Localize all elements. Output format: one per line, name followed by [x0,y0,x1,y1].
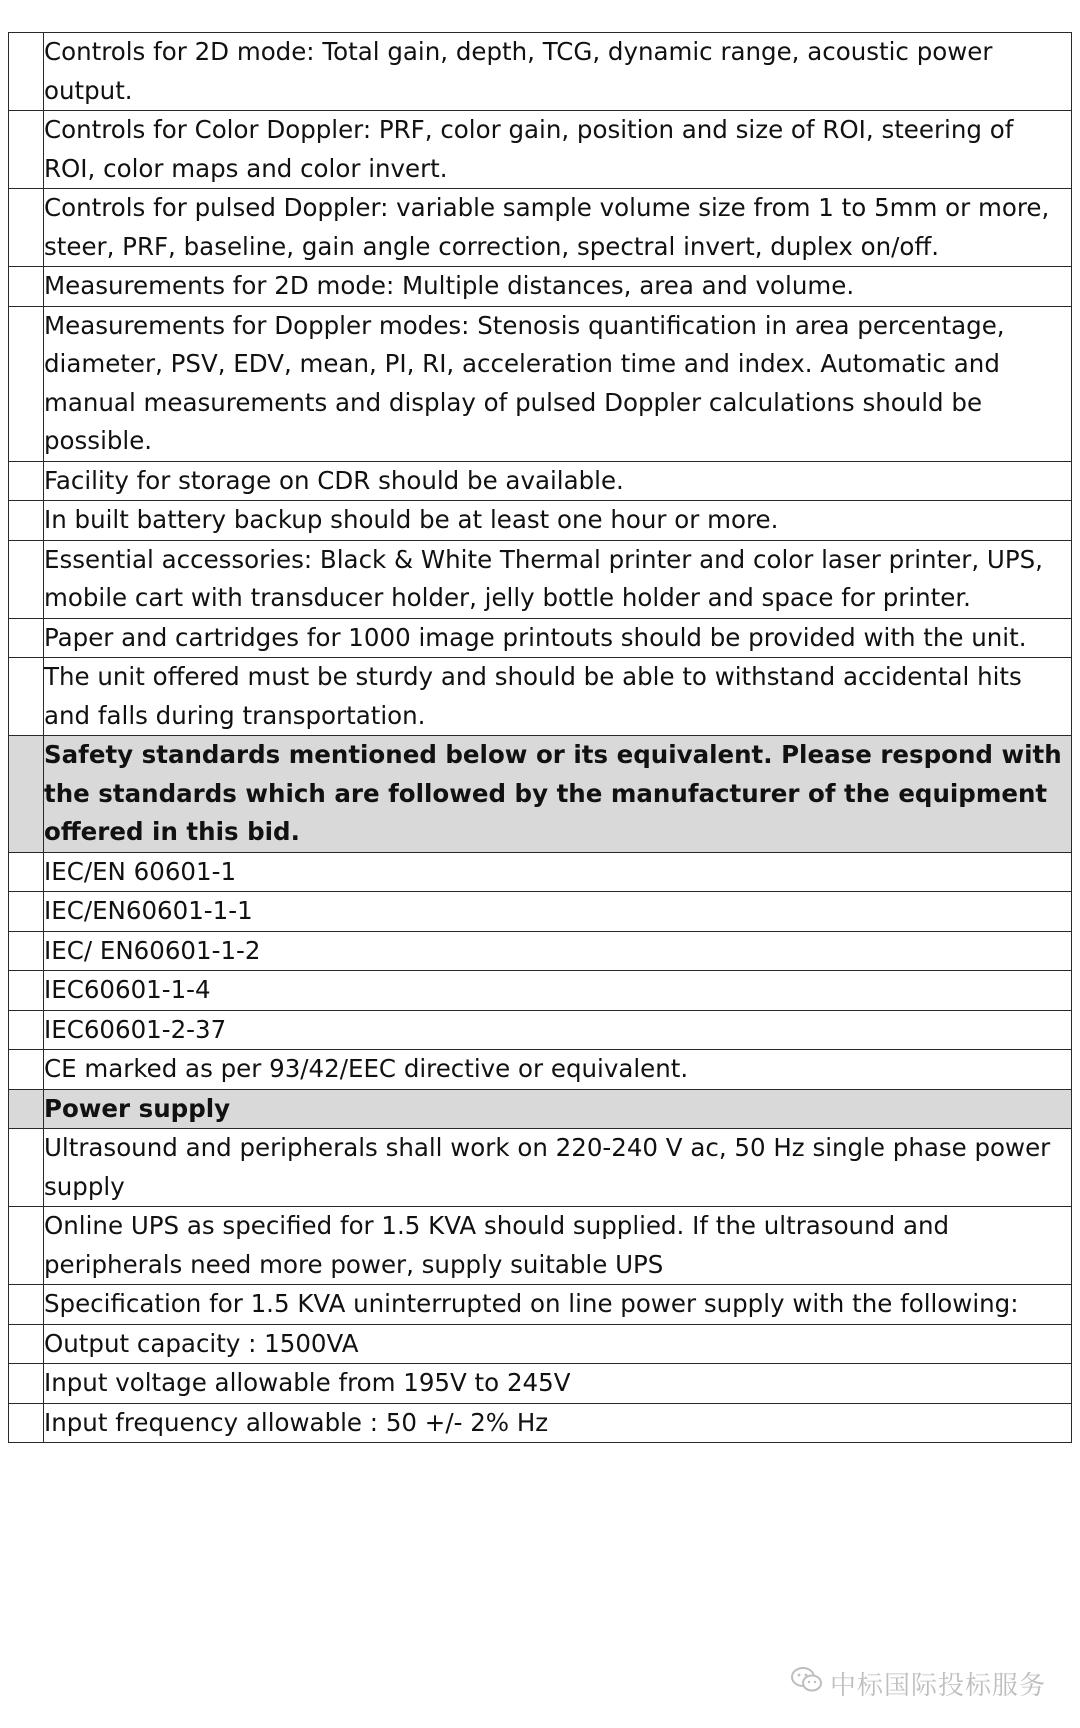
table-row [9,1285,1072,1325]
requirement-text: Specification for 1.5 KVA uninterrupted on line power supply with the following: [44,1285,1072,1325]
row-number-cell [9,618,44,658]
row-number-cell [9,33,44,111]
row-number-cell [9,852,44,892]
table-row [9,1324,1072,1364]
watermark-text: 中标国际投标服务 [829,1671,1046,1701]
table-row [9,618,1072,658]
section-header-row [9,1089,1072,1129]
requirement-text: CE marked as per 93/42/EEC directive or equivalent. [44,1050,1072,1090]
row-number-cell [9,1050,44,1090]
table-row [9,931,1072,971]
row-number-cell [9,971,44,1011]
section-header-text: Safety standards mentioned below or its equivalent. Please respond with the standards which are followed by the manufacturer of the equipment offered in this bid. [44,736,1072,853]
row-number-cell [9,267,44,307]
row-number-cell [9,501,44,541]
section-header-text: Power supply [44,1089,1072,1129]
requirement-text: Ultrasound and peripherals shall work on 220-240 V ac, 50 Hz single phase power supply [44,1129,1072,1207]
requirement-text: Online UPS as specified for 1.5 KVA should supplied. If the ultrasound and peripherals need more power, supply suitable UPS [44,1207,1072,1285]
table-row [9,540,1072,618]
table-row [9,33,1072,111]
requirement-text: Essential accessories: Black & White Thermal printer and color laser printer, UPS, mobile cart with transducer holder, jelly bottle holder and space for printer. [44,540,1072,618]
row-number-cell [9,1089,44,1129]
row-number-cell [9,111,44,189]
table-row [9,306,1072,461]
row-number-cell [9,461,44,501]
requirement-text: IEC60601-2-37 [44,1010,1072,1050]
row-number-cell [9,306,44,461]
requirement-text: Facility for storage on CDR should be available. [44,461,1072,501]
row-number-cell [9,189,44,267]
table-row [9,658,1072,736]
table-row [9,461,1072,501]
table-row [9,1050,1072,1090]
row-number-cell [9,540,44,618]
row-number-cell [9,658,44,736]
requirement-text: The unit offered must be sturdy and should be able to withstand accidental hits and falls during transportation. [44,658,1072,736]
table-row [9,189,1072,267]
table-row [9,1129,1072,1207]
table-row [9,1010,1072,1050]
row-number-cell [9,736,44,853]
row-number-cell [9,892,44,932]
row-number-cell [9,1324,44,1364]
requirement-text: Controls for pulsed Doppler: variable sample volume size from 1 to 5mm or more, steer, PRF, baseline, gain angle correction, spectral invert, duplex on/off. [44,189,1072,267]
requirement-text: Controls for 2D mode: Total gain, depth, TCG, dynamic range, acoustic power output. [44,33,1072,111]
requirement-text: IEC/EN60601-1-1 [44,892,1072,932]
row-number-cell [9,1207,44,1285]
requirement-text: Paper and cartridges for 1000 image printouts should be provided with the unit. [44,618,1072,658]
table-row [9,501,1072,541]
requirement-text: IEC/ EN60601-1-2 [44,931,1072,971]
row-number-cell [9,1285,44,1325]
requirement-text: Output capacity : 1500VA [44,1324,1072,1364]
table-row [9,267,1072,307]
table-row [9,852,1072,892]
watermark [790,1665,1046,1702]
table-row [9,1364,1072,1404]
requirement-text: Measurements for 2D mode: Multiple distances, area and volume. [44,267,1072,307]
table-row [9,1403,1072,1443]
section-header-row [9,736,1072,853]
row-number-cell [9,1403,44,1443]
requirement-text: In built battery backup should be at least one hour or more. [44,501,1072,541]
table-row [9,1207,1072,1285]
requirement-text: Measurements for Doppler modes: Stenosis quantification in area percentage, diameter, PSV, EDV, mean, PI, RI, acceleration time and index. Automatic and manual measurements and display of pulsed Doppler calculations should be possible. [44,306,1072,461]
wechat-icon [790,1666,824,1701]
row-number-cell [9,1010,44,1050]
table-row [9,971,1072,1011]
row-number-cell [9,1129,44,1207]
requirement-text: Input frequency allowable : 50 +/- 2% Hz [44,1403,1072,1443]
row-number-cell [9,1364,44,1404]
table-row [9,892,1072,932]
table-row [9,111,1072,189]
specification-table [8,32,1072,1443]
requirement-text: IEC/EN 60601-1 [44,852,1072,892]
requirement-text: Controls for Color Doppler: PRF, color gain, position and size of ROI, steering of ROI, color maps and color invert. [44,111,1072,189]
requirement-text: IEC60601-1-4 [44,971,1072,1011]
requirement-text: Input voltage allowable from 195V to 245V [44,1364,1072,1404]
row-number-cell [9,931,44,971]
